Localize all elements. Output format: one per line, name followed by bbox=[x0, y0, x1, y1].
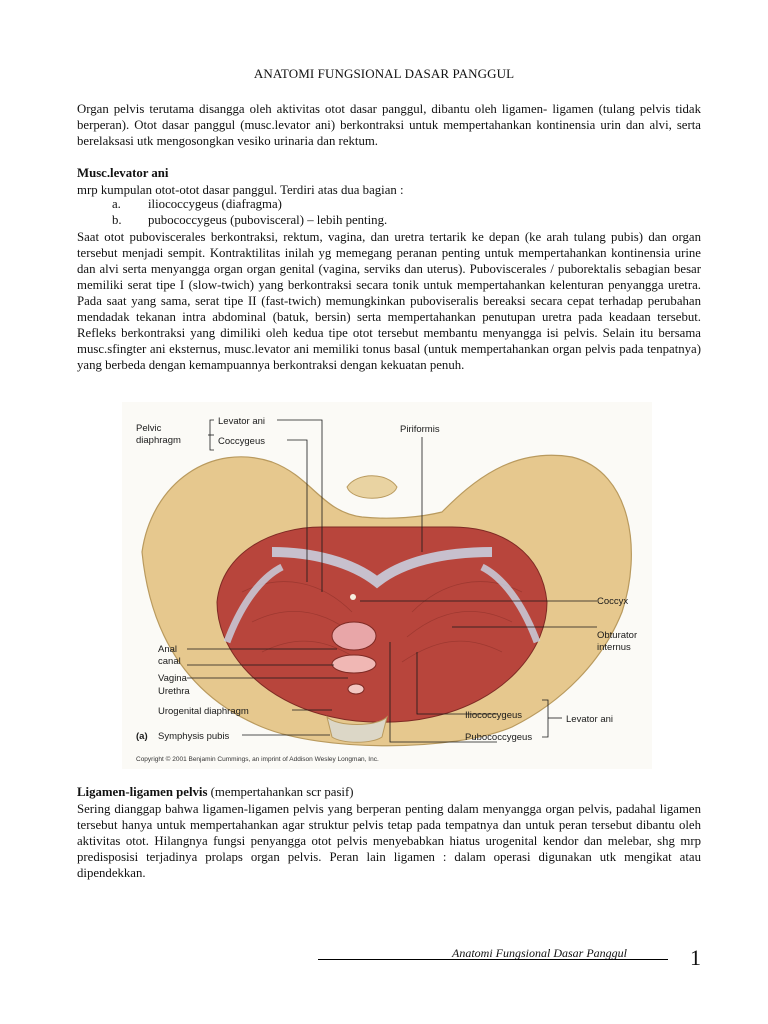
pelvic-floor-figure bbox=[122, 402, 652, 769]
label-levator-ani-group: Levator ani bbox=[566, 714, 614, 725]
label-anal-1: Anal bbox=[158, 644, 178, 655]
label-symphysis-pubis: Symphysis pubis bbox=[158, 731, 230, 742]
section-heading-levator-ani: Musc.levator ani bbox=[77, 166, 169, 180]
intro-paragraph: Organ pelvis terutama disangga oleh aktivitas otot dasar panggul, dibantu oleh ligamen- ligamen (tulang pelvis tidak berperan). Otot dasar panggul (musc.levator ani) berkontraksi untuk mempertahankan kontinensia urin dan alvi, serta berelaksasi utk mengosongkan vesiko urinaria dan rektum. bbox=[77, 102, 701, 148]
label-obturator-1: Obturator bbox=[597, 630, 638, 641]
ligaments-heading-note: (mempertahankan scr pasif) bbox=[207, 785, 354, 799]
footer-running-title: Anatomi Fungsional Dasar Panggul bbox=[452, 946, 628, 960]
list-item-text: iliococcygeus (diafragma) bbox=[148, 197, 282, 211]
anal-canal bbox=[332, 622, 376, 650]
label-urethra: Urethra bbox=[158, 686, 190, 697]
ligaments-body: Sering dianggap bahwa ligamen-ligamen pelvis yang berperan penting dalam menyangga organ pelvis, padahal ligamen tersebut hanya untuk mempertahankan agar struktur pelvis tetap pada tempatnya dan untuk peran tersebut dibantu oleh aktivitas otot. Hilangnya fungsi penyangga otot pelvis menyebabkan hiatus urogenital kendor dan melebar, shg mrp predisposisi terjadinya prolaps organ pelvis. Peran lain ligamen : dalam operasi digunakan utk mengikat atau dipendekkan. bbox=[77, 802, 701, 880]
label-anal-2: canal bbox=[158, 656, 181, 667]
list-item-text: pubococcygeus (pubovisceral) – lebih penting. bbox=[148, 213, 388, 227]
list-marker: b. bbox=[112, 213, 122, 227]
label-piriformis: Piriformis bbox=[400, 424, 440, 435]
page-number: 1 bbox=[690, 945, 701, 970]
label-pelvic-diaphragm-2: diaphragm bbox=[136, 435, 181, 446]
pelvic-floor-illustration bbox=[122, 402, 652, 769]
sacrum bbox=[347, 476, 397, 499]
list-marker: a. bbox=[112, 197, 121, 211]
ligaments-heading-text: Ligamen-ligamen pelvis bbox=[77, 785, 208, 799]
page-title: ANATOMI FUNGSIONAL DASAR PANGGUL bbox=[253, 66, 515, 81]
label-pelvic-diaphragm-1: Pelvic bbox=[136, 423, 162, 434]
urethra bbox=[348, 684, 364, 694]
coccyx-tip bbox=[350, 594, 356, 600]
label-levator-ani: Levator ani bbox=[218, 416, 266, 427]
section-heading-ligaments bbox=[77, 785, 354, 800]
label-iliococcygeus: Iliococcygeus bbox=[465, 710, 523, 721]
label-obturator-2: internus bbox=[597, 642, 631, 653]
label-vagina: Vagina bbox=[158, 673, 187, 684]
label-pubococcygeus: Pubococcygeus bbox=[465, 732, 533, 743]
label-panel: (a) bbox=[136, 731, 148, 742]
levator-ani-body: Saat otot puboviscerales berkontraksi, rektum, vagina, dan uretra tertarik ke depan (ke arah tulang pubis) dan organ tersebut menjadi sempit. Kontraktilitas inilah yg memegang peranan penting untuk mempertahankan kontinensia urine dan alvi serta menyangga organ organ genital (vagina, serviks dan uterus). Puboviscerales / puborektalis sebagian besar memiliki serat tipe I (slow-twich) yang berkontraksi secara tonik untuk mempertahankan kelenturan penyangga uretra. Pada saat yang sama, serat tipe II (fast-twich) memungkinkan puboviseralis bereaksi secara cepat terhadap perubahan mendadak tekanan intra abdominal (batuk, bersin) serta mempertahankan penutupan uretra pada keadaan tersebut. Refleks berkontraksi yang dimiliki oleh kedua tipe otot tersebut membantu menyangga isi pelvis. Selain itu bersama musc.sfingter ani eksternus, musc.levator ani memiliki tonus basal (untuk mempertahankan organ pelvis pada tenpatnya) yang berbeda dengan kemampuannya berkontraksi dengan kekuatan penuh. bbox=[77, 230, 701, 372]
vagina bbox=[332, 655, 376, 673]
figure-copyright: Copyright © 2001 Benjamin Cummings, an imprint of Addison Wesley Longman, Inc. bbox=[136, 756, 379, 763]
list-item bbox=[112, 197, 121, 212]
label-coccyx: Coccyx bbox=[597, 596, 629, 607]
levator-ani-lead: mrp kumpulan otot-otot dasar panggul. Terdiri atas dua bagian : bbox=[77, 183, 404, 197]
label-coccygeus: Coccygeus bbox=[218, 436, 265, 447]
label-urogenital-diaphragm: Urogenital diaphragm bbox=[158, 706, 249, 717]
list-item bbox=[112, 213, 122, 228]
